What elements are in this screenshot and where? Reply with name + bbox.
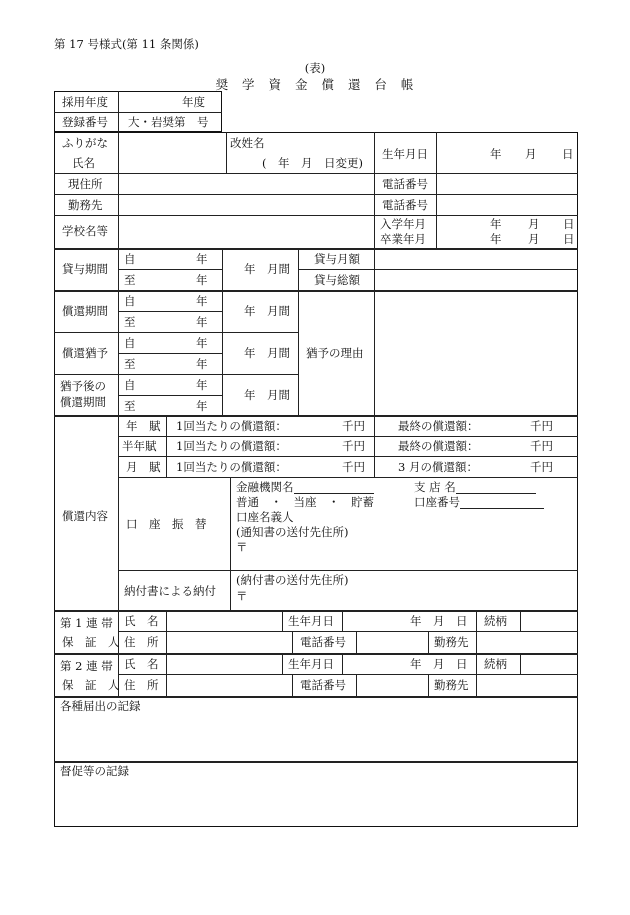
saiyo-value: 年度 xyxy=(182,95,205,109)
saiyo-label: 採用年度 xyxy=(62,95,108,109)
birth-label: 生年月日 xyxy=(382,147,428,161)
address-label: 現住所 xyxy=(68,177,103,191)
phone-label-1: 電話番号 xyxy=(382,177,428,191)
repay-period-label: 償還期間 xyxy=(62,304,108,318)
phone-label-2: 電話番号 xyxy=(382,198,428,212)
toroku-label: 登録番号 xyxy=(62,115,108,129)
content-label: 償還内容 xyxy=(62,509,108,523)
guarantor-1-label: 第 1 連 帯 xyxy=(60,616,113,630)
kouza-label: 口 座 振 替 xyxy=(126,517,207,531)
page-title: 奨 学 資 金 償 還 台 帳 xyxy=(215,77,419,92)
work-label: 勤務先 xyxy=(68,198,103,212)
name-label: 氏名 xyxy=(72,156,95,170)
side-label: (表) xyxy=(304,61,326,75)
nyugaku-label: 入学年月 xyxy=(380,217,426,231)
sotsugyo-label: 卒業年月 xyxy=(380,232,426,246)
todoke-record-label: 各種届出の記録 xyxy=(60,699,141,713)
school-label: 学校名等 xyxy=(62,224,108,238)
guarantor-2-label: 第 2 連 帯 xyxy=(60,659,113,673)
furigana-label: ふりがな xyxy=(62,136,108,150)
reason-label: 猶予の理由 xyxy=(306,346,364,360)
total-label: 貸与総額 xyxy=(314,273,360,287)
kaiseimei-label: 改姓名 xyxy=(230,136,265,150)
nofu-label: 納付書による納付 xyxy=(124,584,216,598)
after-label: 猶予後の xyxy=(60,379,106,393)
monthly-label: 貸与月額 xyxy=(314,252,360,266)
tokusoku-record-label: 督促等の記録 xyxy=(60,764,129,778)
loan-period-label: 貸与期間 xyxy=(62,262,108,276)
toroku-value: 大・岩奨第 号 xyxy=(128,115,209,129)
change-date: ( 年 月 日変更) xyxy=(262,156,363,170)
form-number: 第 17 号様式(第 11 条関係) xyxy=(54,37,199,51)
yuyo-label: 償還猶予 xyxy=(62,346,108,360)
